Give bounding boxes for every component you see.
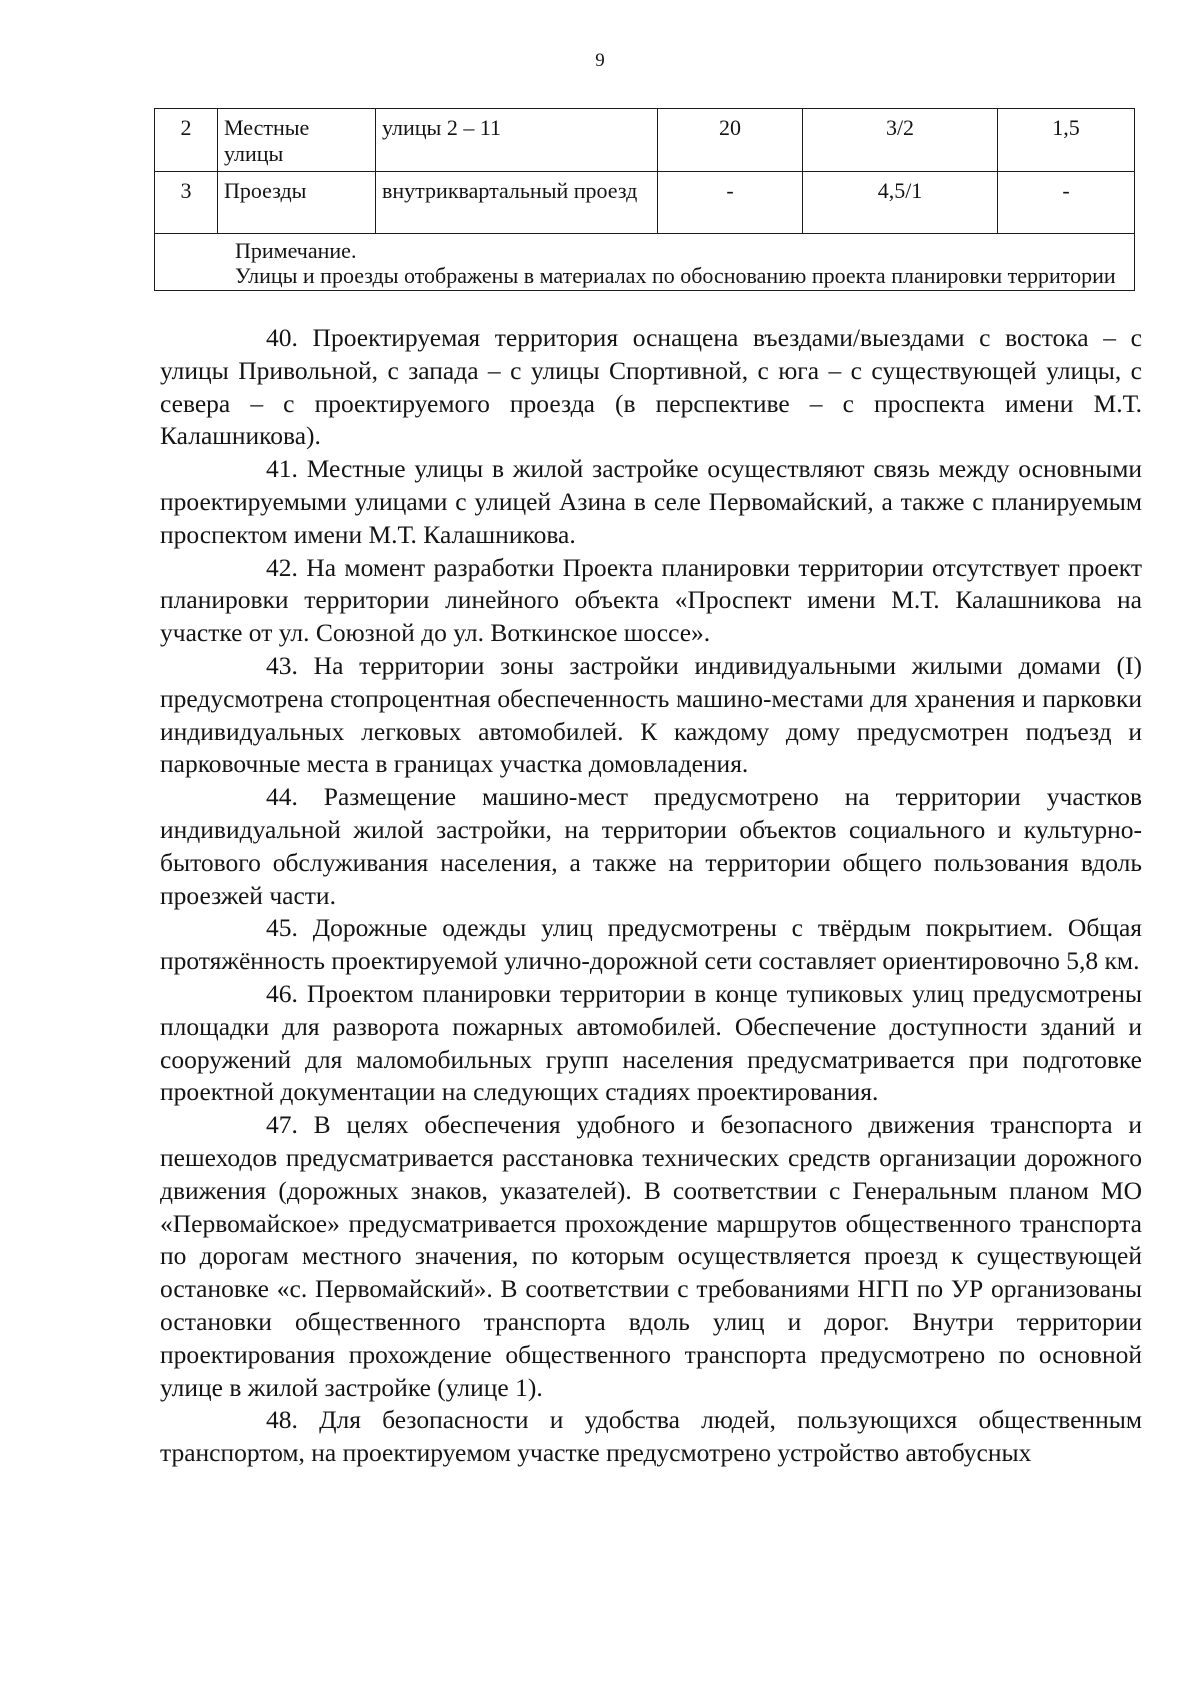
paragraph-48: 48. Для безопасности и удобства людей, пользующихся общественным транспортом, на проектируемом участке предусмотрено устройство автобусных <box>160 1405 1142 1468</box>
road-name-cell: внутриквартальный проезд <box>376 172 658 234</box>
paragraph-43: 43. На территории зоны застройки индивидуальными жилыми домами (I) предусмотрена стопроцентная обеспеченность машино-местами для хранения и парковки индивидуальных легковых автомобилей. К каждому дому предусмотрен подъезд и парковочные места в границах участка домовладения. <box>160 650 1142 779</box>
table-note-row <box>155 234 1135 291</box>
row-number-cell: 2 <box>155 109 218 172</box>
page-number: 9 <box>595 50 605 71</box>
speed-cell: 20 <box>658 109 803 172</box>
paragraph-46: 46. Проектом планировки территории в конце тупиковых улиц предусмотрены площадки для разворота пожарных автомобилей. Обеспечение доступности зданий и сооружений для маломобильных групп населения предусматривается при подготовке проектной документации на следующих стадиях проектирования. <box>160 978 1142 1107</box>
table-row <box>155 109 1135 172</box>
table-row <box>155 172 1135 234</box>
sidewalk-cell: - <box>998 172 1135 234</box>
paragraph-45: 45. Дорожные одежды улиц предусмотрены с твёрдым покрытием. Общая протяжённость проектируемой улично-дорожной сети составляет ориентировочно 5,8 км. <box>160 913 1142 976</box>
sidewalk-cell: 1,5 <box>998 109 1135 172</box>
paragraph-47: 47. В целях обеспечения удобного и безопасного движения транспорта и пешеходов предусматривается расстановка технических средств организации дорожного движения (дорожных знаков, указателей). В соответствии с Генеральным планом МО «Первомайское» предусматривается прохождение маршрутов общественного транспорта по дорогам местного значения, по которым осуществляется проезд к существующей остановке «с. Первомайский». В соответствии с требованиями НГП по УР организованы остановки общественного транспорта вдоль улиц и дорог. Внутри территории проектирования прохождение общественного транспорта предусмотрено по основной улице в жилой застройке (улице 1). <box>160 1110 1142 1402</box>
paragraph-40: 40. Проектируемая территория оснащена въездами/выездами с востока – с улицы Привольной, с запада – с улицы Спортивной, с юга – с существующей улицы, с севера – с проектируемого проезда (в перспективе – с проспекта имени М.Т. Калашникова). <box>160 323 1142 451</box>
row-number-cell: 3 <box>155 172 218 234</box>
road-name-cell: улицы 2 – 11 <box>376 109 658 172</box>
paragraph-42: 42. На момент разработки Проекта планировки территории отсутствует проект планировки территории линейного объекта «Проспект имени М.Т. Калашникова на участке от ул. Союзной до ул. Воткинское шоссе». <box>160 552 1142 648</box>
table-note-cell <box>155 234 1135 291</box>
paragraph-41: 41. Местные улицы в жилой застройке осуществляют связь между основными проектируемыми улицами с улицей Азина в селе Первомайский, а также с планируемым проспектом имени М.Т. Калашникова. <box>160 454 1142 549</box>
road-category-cell: Проезды <box>218 172 376 234</box>
note-text: Улицы и проезды отображены в материалах по обоснованию проекта планировки территории <box>235 263 1116 288</box>
road-category-cell: Местные улицы <box>218 109 376 172</box>
lanes-cell: 3/2 <box>803 109 998 172</box>
lanes-cell: 4,5/1 <box>803 172 998 234</box>
body-text <box>160 322 1142 1470</box>
paragraph-44: 44. Размещение машино-мест предусмотрено на территории участков индивидуальной жилой застройки, на территории объектов социального и культурно-бытового обслуживания населения, а также на территории общего пользования вдоль проезжей части. <box>160 782 1142 910</box>
roads-table <box>154 108 1135 291</box>
note-title: Примечание. <box>235 238 357 263</box>
speed-cell: - <box>658 172 803 234</box>
